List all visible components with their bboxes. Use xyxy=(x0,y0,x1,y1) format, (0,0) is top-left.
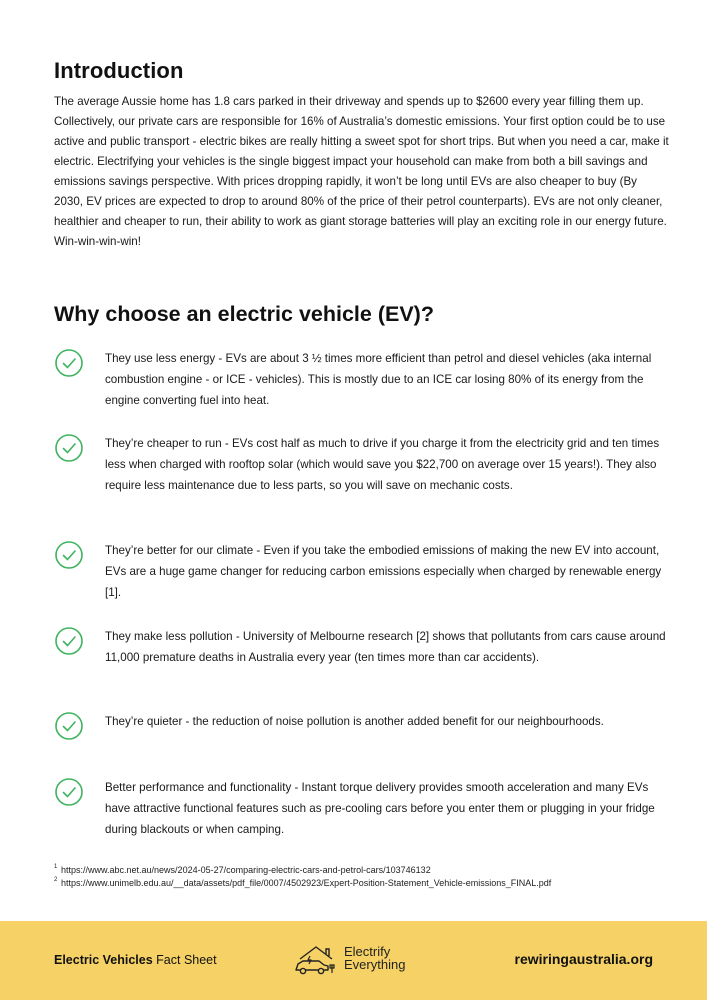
benefit-text: They’re cheaper to run - EVs cost half as much to drive if you charge it from the electricity grid and ten times less when charged with rooftop solar (which would save you $22,700 on average over 15 years!). They also require less maintenance due to less parts, so you will save on mechanic costs. xyxy=(105,437,660,492)
footnote-2[interactable] xyxy=(54,877,674,890)
footnote-1[interactable] xyxy=(54,864,674,877)
logo-wordmark xyxy=(344,945,405,971)
check-circle-icon xyxy=(54,433,84,463)
why-ev-heading: Why choose an electric vehicle (EV)? xyxy=(54,302,434,326)
footnotes xyxy=(54,864,674,890)
benefit-text: They’re quieter - the reduction of noise pollution is another added benefit for our neighbourhoods. xyxy=(105,715,604,728)
check-circle-icon xyxy=(54,777,84,807)
check-circle-icon xyxy=(54,348,84,378)
check-circle-icon xyxy=(54,540,84,570)
introduction-body: The average Aussie home has 1.8 cars parked in their driveway and spends up to $2600 every year filling them up. Collectively, our private cars are responsible for 16% of Australia’s domestic emissions. Your first option could be to use active and public transport - electric bikes are really hitting a sweet spot for short trips. But when you need a car, make it electric. Electrifying your vehicles is the single biggest impact your household can make from both a bill savings and emissions savings perspective. With prices dropping rapidly, it won’t be long until EVs are also cheaper to buy (By 2030, EV prices are expected to drop to around 80% of the price of their petrol counterparts). EVs are not only cleaner, healthier and cheaper to run, their ability to work as giant storage batteries will play an exciting role in our energy future. Win-win-win-win! xyxy=(54,95,669,248)
footer-title-rest: Fact Sheet xyxy=(152,953,217,967)
footnote-link[interactable]: https://www.unimelb.edu.au/__data/assets/pdf_file/0007/4502923/Expert-Position-Statement_Vehicle-emissions_FINAL.pdf xyxy=(61,878,552,888)
footnote-number: 2 xyxy=(54,877,58,883)
benefit-text: Better performance and functionality - Instant torque delivery provides smooth acceleration and many EVs have attractive functional features such as pre-cooling cars before you enter them or plugging in your fridge during blackouts or when camping. xyxy=(105,781,655,836)
electrify-everything-logo xyxy=(292,939,422,981)
logo-line-2: Everything xyxy=(344,957,406,972)
introduction-heading: Introduction xyxy=(54,58,184,83)
footnote-link[interactable]: https://www.abc.net.au/news/2024-05-27/comparing-electric-cars-and-petrol-cars/103746132 xyxy=(61,865,431,875)
website-link[interactable]: rewiringaustralia.org xyxy=(514,951,653,967)
logo-line-1: Electrify xyxy=(344,944,391,959)
benefit-text: They use less energy - EVs are about 3 ½ times more efficient than petrol and diesel vehicles (aka internal combustion engine - or ICE - vehicles). This is mostly due to an ICE car losing 80% of its energy from the engine converting fuel into heat. xyxy=(105,352,652,407)
benefit-text: They’re better for our climate - Even if you take the embodied emissions of making the new EV into account, EVs are a huge game changer for reducing carbon emissions especially when charged by renewable energy [1]. xyxy=(105,544,662,599)
footnote-number: 1 xyxy=(54,864,58,870)
footer-title-bold: Electric Vehicles xyxy=(54,953,153,967)
footer-sheet-title xyxy=(54,953,217,967)
footer-bar xyxy=(0,921,707,1000)
check-circle-icon xyxy=(54,711,84,741)
electric-car-home-icon xyxy=(292,943,340,977)
benefit-text: They make less pollution - University of Melbourne research [2] shows that pollutants from cars cause around 11,000 premature deaths in Australia every year (ten times more than car accidents). xyxy=(105,630,666,664)
check-circle-icon xyxy=(54,626,84,656)
